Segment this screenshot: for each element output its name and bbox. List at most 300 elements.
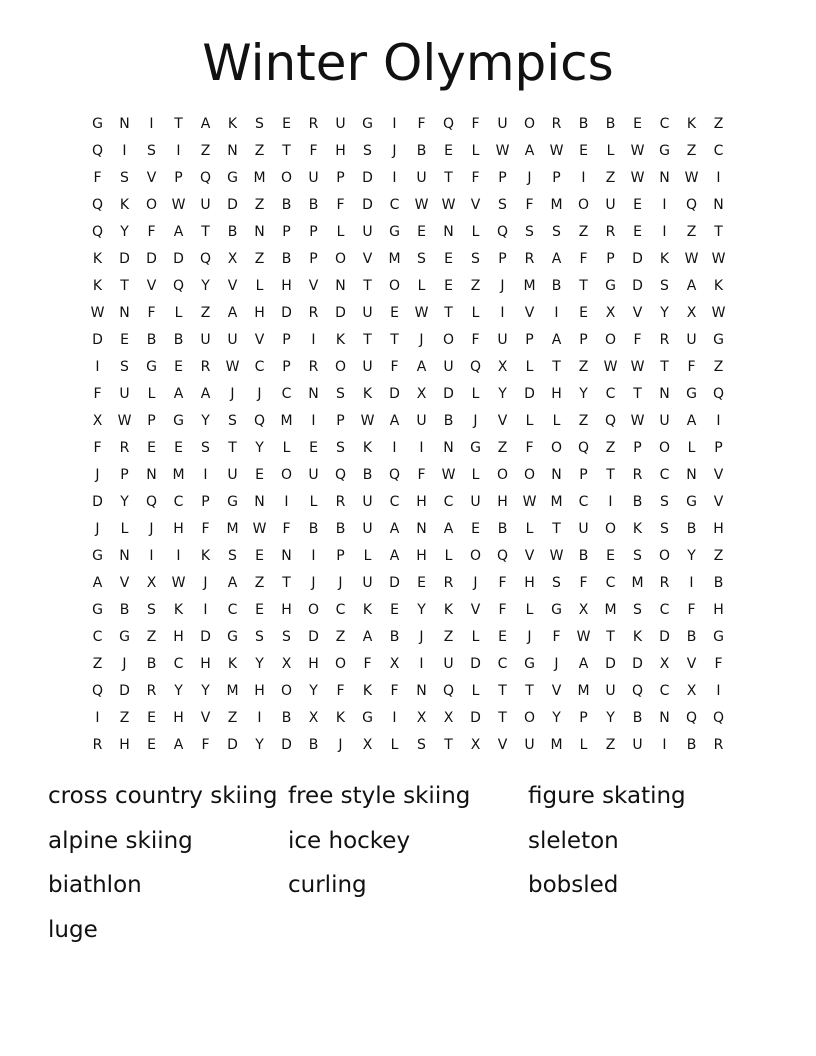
grid-letter: L (525, 359, 534, 375)
grid-letter: N (146, 467, 157, 483)
grid-letter: T (498, 683, 507, 699)
grid-letter: B (686, 737, 697, 753)
grid-letter: T (201, 224, 210, 240)
grid-letter: N (659, 710, 670, 726)
grid-letter: R (308, 305, 319, 321)
grid-letter: U (362, 521, 373, 537)
grid-letter: E (255, 548, 264, 564)
grid-letter: P (309, 251, 318, 267)
grid-letter: Y (552, 710, 561, 726)
grid-letter: E (444, 143, 453, 159)
grid-letter: C (605, 575, 616, 591)
grid-letter: B (416, 143, 427, 159)
grid-letter: U (308, 170, 319, 186)
grid-letter: Z (470, 278, 481, 294)
grid-letter: A (686, 278, 697, 294)
grid-letter: Y (687, 548, 696, 564)
grid-letter: B (389, 629, 400, 645)
grid-letter: O (550, 440, 563, 456)
grid-letter: U (227, 332, 238, 348)
grid-letter: V (362, 251, 373, 267)
grid-letter: Z (497, 440, 508, 456)
grid-letter: U (605, 683, 616, 699)
grid-letter: V (497, 413, 508, 429)
grid-letter: R (659, 332, 670, 348)
grid-letter: W (630, 413, 645, 429)
grid-letter: M (388, 251, 401, 267)
grid-letter: P (282, 224, 291, 240)
grid-letter: K (443, 602, 454, 618)
grid-letter: I (716, 170, 721, 186)
grid-letter: I (392, 710, 397, 726)
grid-letter: E (390, 305, 399, 321)
grid-letter: O (334, 359, 347, 375)
grid-letter: X (227, 251, 238, 267)
grid-letter: Y (201, 683, 210, 699)
grid-letter: V (470, 602, 481, 618)
grid-letter: V (524, 305, 535, 321)
grid-letter: X (389, 656, 400, 672)
grid-letter: Z (254, 143, 265, 159)
grid-letter: W (360, 413, 375, 429)
grid-letter: W (171, 197, 186, 213)
grid-letter: P (579, 710, 588, 726)
grid-letter: Z (578, 224, 589, 240)
grid-letter: R (524, 251, 535, 267)
grid-letter: F (525, 440, 534, 456)
grid-letter: P (606, 251, 615, 267)
grid-letter: C (659, 116, 670, 132)
grid-letter: Z (713, 548, 724, 564)
grid-letter: R (443, 575, 454, 591)
grid-letter: Y (255, 656, 264, 672)
grid-letter: T (444, 305, 453, 321)
grid-letter: L (471, 386, 480, 402)
grid-letter: S (201, 440, 210, 456)
grid-letter: A (173, 224, 184, 240)
grid-letter: N (443, 440, 454, 456)
grid-letter: N (281, 548, 292, 564)
grid-letter: O (442, 332, 455, 348)
grid-letter: W (522, 494, 537, 510)
grid-letter: F (147, 224, 156, 240)
grid-letter: F (687, 602, 696, 618)
grid-letter: K (92, 278, 103, 294)
grid-letter: Q (685, 197, 698, 213)
grid-letter: D (659, 629, 670, 645)
grid-letter: R (551, 116, 562, 132)
grid-letter: C (659, 602, 670, 618)
grid-letter: Y (255, 737, 264, 753)
grid-letter: L (417, 278, 426, 294)
grid-letter: C (389, 494, 400, 510)
grid-letter: D (308, 629, 319, 645)
grid-letter: I (176, 548, 181, 564)
grid-letter: I (419, 656, 424, 672)
grid-letter: N (254, 224, 265, 240)
grid-letter: J (203, 575, 208, 591)
grid-letter: E (147, 737, 156, 753)
grid-letter: L (471, 305, 480, 321)
grid-letter: X (470, 737, 481, 753)
grid-letter: V (470, 197, 481, 213)
grid-letter: I (689, 575, 694, 591)
grid-letter: Y (309, 683, 318, 699)
grid-letter: P (633, 440, 642, 456)
grid-letter: W (603, 359, 618, 375)
grid-letter: E (147, 710, 156, 726)
grid-letter: E (444, 278, 453, 294)
grid-letter: F (201, 521, 210, 537)
grid-letter: S (552, 224, 561, 240)
grid-letter: R (200, 359, 211, 375)
grid-letter: Q (469, 359, 482, 375)
grid-letter: W (549, 548, 564, 564)
page-title: Winter Olympics (202, 34, 614, 92)
grid-letter: S (282, 629, 291, 645)
grid-letter: G (713, 332, 724, 348)
grid-letter: K (362, 440, 373, 456)
grid-letter: I (662, 197, 667, 213)
grid-letter: E (498, 629, 507, 645)
grid-letter: Q (496, 548, 509, 564)
grid-letter: L (525, 602, 534, 618)
grid-letter: R (632, 467, 643, 483)
grid-letter: H (119, 737, 130, 753)
grid-letter: R (659, 575, 670, 591)
grid-letter: Q (91, 224, 104, 240)
grid-letter: F (93, 440, 102, 456)
grid-letter: S (255, 116, 264, 132)
grid-letter: Q (91, 197, 104, 213)
grid-letter: A (443, 521, 454, 537)
grid-letter: M (550, 737, 563, 753)
grid-row (84, 597, 732, 624)
grid-letter: J (95, 467, 100, 483)
grid-letter: P (336, 413, 345, 429)
grid-letter: L (363, 548, 372, 564)
grid-row (84, 327, 732, 354)
grid-letter: J (554, 656, 559, 672)
grid-letter: I (716, 683, 721, 699)
grid-letter: K (200, 548, 211, 564)
grid-letter: L (120, 521, 129, 537)
grid-letter: A (92, 575, 103, 591)
grid-letter: W (90, 305, 105, 321)
grid-letter: X (281, 656, 292, 672)
grid-letter: J (149, 521, 154, 537)
grid-letter: C (443, 494, 454, 510)
grid-letter: Y (417, 602, 426, 618)
grid-letter: Y (120, 494, 129, 510)
grid-letter: S (660, 494, 669, 510)
grid-letter: N (335, 278, 346, 294)
grid-letter: V (551, 683, 562, 699)
grid-letter: B (119, 602, 130, 618)
grid-letter: E (633, 197, 642, 213)
grid-row (84, 273, 732, 300)
grid-letter: L (471, 224, 480, 240)
grid-letter: I (284, 494, 289, 510)
grid-letter: U (362, 305, 373, 321)
grid-letter: D (119, 251, 130, 267)
grid-letter: K (632, 521, 643, 537)
grid-letter: X (686, 683, 697, 699)
grid-letter: Z (686, 143, 697, 159)
grid-letter: B (308, 197, 319, 213)
grid-letter: H (551, 386, 562, 402)
grid-letter: F (201, 737, 210, 753)
grid-letter: E (282, 116, 291, 132)
grid-letter: T (444, 170, 453, 186)
grid-letter: I (311, 413, 316, 429)
grid-letter: O (658, 440, 671, 456)
grid-letter: F (714, 656, 723, 672)
grid-letter: E (390, 602, 399, 618)
grid-letter: L (606, 143, 615, 159)
grid-letter: A (551, 251, 562, 267)
grid-row (84, 381, 732, 408)
grid-letter: X (659, 656, 670, 672)
grid-letter: I (581, 170, 586, 186)
grid-letter: D (281, 737, 292, 753)
grid-letter: H (713, 602, 724, 618)
grid-letter: N (659, 386, 670, 402)
grid-letter: F (525, 197, 534, 213)
grid-letter: D (389, 386, 400, 402)
grid-letter: S (633, 602, 642, 618)
grid-letter: S (498, 197, 507, 213)
grid-letter: T (579, 278, 588, 294)
grid-letter: S (471, 251, 480, 267)
grid-letter: P (579, 332, 588, 348)
grid-letter: C (659, 467, 670, 483)
grid-letter: K (227, 116, 238, 132)
grid-letter: F (363, 656, 372, 672)
grid-letter: D (362, 197, 373, 213)
grid-letter: S (417, 737, 426, 753)
grid-letter: B (281, 710, 292, 726)
grid-letter: L (174, 305, 183, 321)
grid-letter: U (605, 197, 616, 213)
grid-letter: M (550, 197, 563, 213)
grid-letter: I (95, 359, 100, 375)
grid-letter: T (498, 710, 507, 726)
grid-letter: O (604, 521, 617, 537)
word-list-item: curling (288, 872, 367, 898)
grid-letter: Z (200, 305, 211, 321)
grid-letter: D (173, 251, 184, 267)
grid-letter: B (146, 656, 157, 672)
grid-letter: O (469, 548, 482, 564)
grid-letter: L (147, 386, 156, 402)
grid-letter: K (686, 116, 697, 132)
grid-letter: W (630, 359, 645, 375)
grid-letter: G (227, 494, 238, 510)
grid-letter: E (147, 440, 156, 456)
grid-letter: S (336, 386, 345, 402)
grid-letter: I (662, 737, 667, 753)
grid-letter: G (227, 629, 238, 645)
grid-letter: Z (254, 251, 265, 267)
grid-letter: U (497, 332, 508, 348)
grid-letter: R (308, 116, 319, 132)
grid-letter: V (497, 737, 508, 753)
grid-letter: J (338, 737, 343, 753)
grid-letter: V (713, 494, 724, 510)
grid-letter: H (524, 575, 535, 591)
grid-letter: L (282, 440, 291, 456)
grid-letter: K (335, 710, 346, 726)
grid-row (84, 435, 732, 462)
grid-letter: D (227, 737, 238, 753)
grid-letter: V (227, 278, 238, 294)
grid-letter: L (471, 143, 480, 159)
grid-letter: W (441, 197, 456, 213)
grid-letter: P (282, 332, 291, 348)
grid-row (84, 192, 732, 219)
grid-letter: R (713, 737, 724, 753)
grid-letter: D (146, 251, 157, 267)
grid-letter: A (416, 359, 427, 375)
grid-letter: N (713, 197, 724, 213)
grid-letter: B (551, 278, 562, 294)
grid-letter: L (336, 224, 345, 240)
grid-letter: N (443, 224, 454, 240)
grid-letter: A (173, 386, 184, 402)
grid-letter: U (443, 359, 454, 375)
grid-letter: A (551, 332, 562, 348)
grid-letter: U (578, 521, 589, 537)
grid-letter: U (335, 116, 346, 132)
grid-letter: B (146, 332, 157, 348)
word-list-item: alpine skiing (48, 827, 193, 854)
grid-letter: K (173, 602, 184, 618)
grid-letter: O (280, 170, 293, 186)
grid-letter: I (203, 467, 208, 483)
grid-letter: W (630, 170, 645, 186)
grid-letter: W (225, 359, 240, 375)
grid-letter: W (630, 143, 645, 159)
grid-letter: Q (712, 710, 725, 726)
grid-letter: T (606, 629, 615, 645)
grid-letter: W (414, 305, 429, 321)
grid-letter: P (579, 467, 588, 483)
grid-letter: G (173, 413, 184, 429)
grid-letter: F (498, 602, 507, 618)
grid-letter: N (551, 467, 562, 483)
grid-letter: L (525, 413, 534, 429)
grid-letter: D (335, 305, 346, 321)
grid-letter: E (255, 602, 264, 618)
grid-letter: A (173, 737, 184, 753)
grid-letter: R (308, 359, 319, 375)
grid-letter: B (443, 413, 454, 429)
grid-letter: M (226, 521, 239, 537)
grid-letter: W (711, 251, 726, 267)
grid-letter: B (362, 467, 373, 483)
grid-letter: L (444, 548, 453, 564)
grid-row (84, 408, 732, 435)
grid-letter: I (392, 170, 397, 186)
grid-letter: Z (119, 710, 130, 726)
grid-letter: E (471, 521, 480, 537)
grid-letter: C (173, 656, 184, 672)
grid-letter: P (336, 548, 345, 564)
grid-row (84, 624, 732, 651)
grid-letter: C (578, 494, 589, 510)
grid-letter: V (119, 575, 130, 591)
grid-letter: C (281, 386, 292, 402)
grid-letter: W (684, 170, 699, 186)
grid-letter: B (173, 332, 184, 348)
grid-letter: T (714, 224, 723, 240)
grid-letter: U (119, 386, 130, 402)
grid-letter: J (392, 143, 397, 159)
grid-letter: I (149, 548, 154, 564)
grid-letter: F (579, 575, 588, 591)
word-list-item: luge (48, 916, 98, 943)
word-list-item: biathlon (48, 872, 142, 898)
grid-letter: M (523, 278, 536, 294)
grid-letter: L (525, 521, 534, 537)
grid-letter: Q (577, 440, 590, 456)
grid-letter: D (227, 197, 238, 213)
grid-letter: U (362, 359, 373, 375)
word-list-item: sleleton (528, 827, 619, 854)
grid-letter: U (362, 494, 373, 510)
grid-letter: S (417, 251, 426, 267)
grid-letter: Q (496, 224, 509, 240)
grid-letter: Z (200, 143, 211, 159)
grid-letter: H (173, 710, 184, 726)
grid-letter: G (92, 548, 103, 564)
grid-letter: W (171, 575, 186, 591)
grid-letter: G (605, 278, 616, 294)
grid-letter: F (336, 197, 345, 213)
grid-letter: I (392, 116, 397, 132)
grid-letter: H (281, 602, 292, 618)
grid-letter: Y (255, 440, 264, 456)
grid-letter: T (552, 359, 561, 375)
grid-letter: M (280, 413, 293, 429)
grid-letter: U (227, 467, 238, 483)
grid-letter: F (336, 683, 345, 699)
grid-letter: L (471, 683, 480, 699)
grid-letter: C (335, 602, 346, 618)
grid-letter: J (257, 386, 262, 402)
grid-letter: B (308, 521, 319, 537)
grid-letter: I (716, 413, 721, 429)
grid-row (84, 138, 732, 165)
grid-letter: T (606, 467, 615, 483)
grid-letter: B (605, 116, 616, 132)
grid-letter: O (280, 683, 293, 699)
grid-letter: U (632, 737, 643, 753)
grid-letter: C (497, 656, 508, 672)
word-list-item: figure skating (528, 783, 686, 809)
grid-letter: L (552, 413, 561, 429)
grid-letter: Q (91, 143, 104, 159)
grid-letter: S (660, 278, 669, 294)
grid-letter: W (252, 521, 267, 537)
grid-letter: K (119, 197, 130, 213)
grid-letter: K (362, 602, 373, 618)
grid-letter: J (473, 575, 478, 591)
word-list (48, 774, 768, 952)
word-list-item: cross country skiing (48, 783, 278, 809)
grid-row (84, 300, 732, 327)
